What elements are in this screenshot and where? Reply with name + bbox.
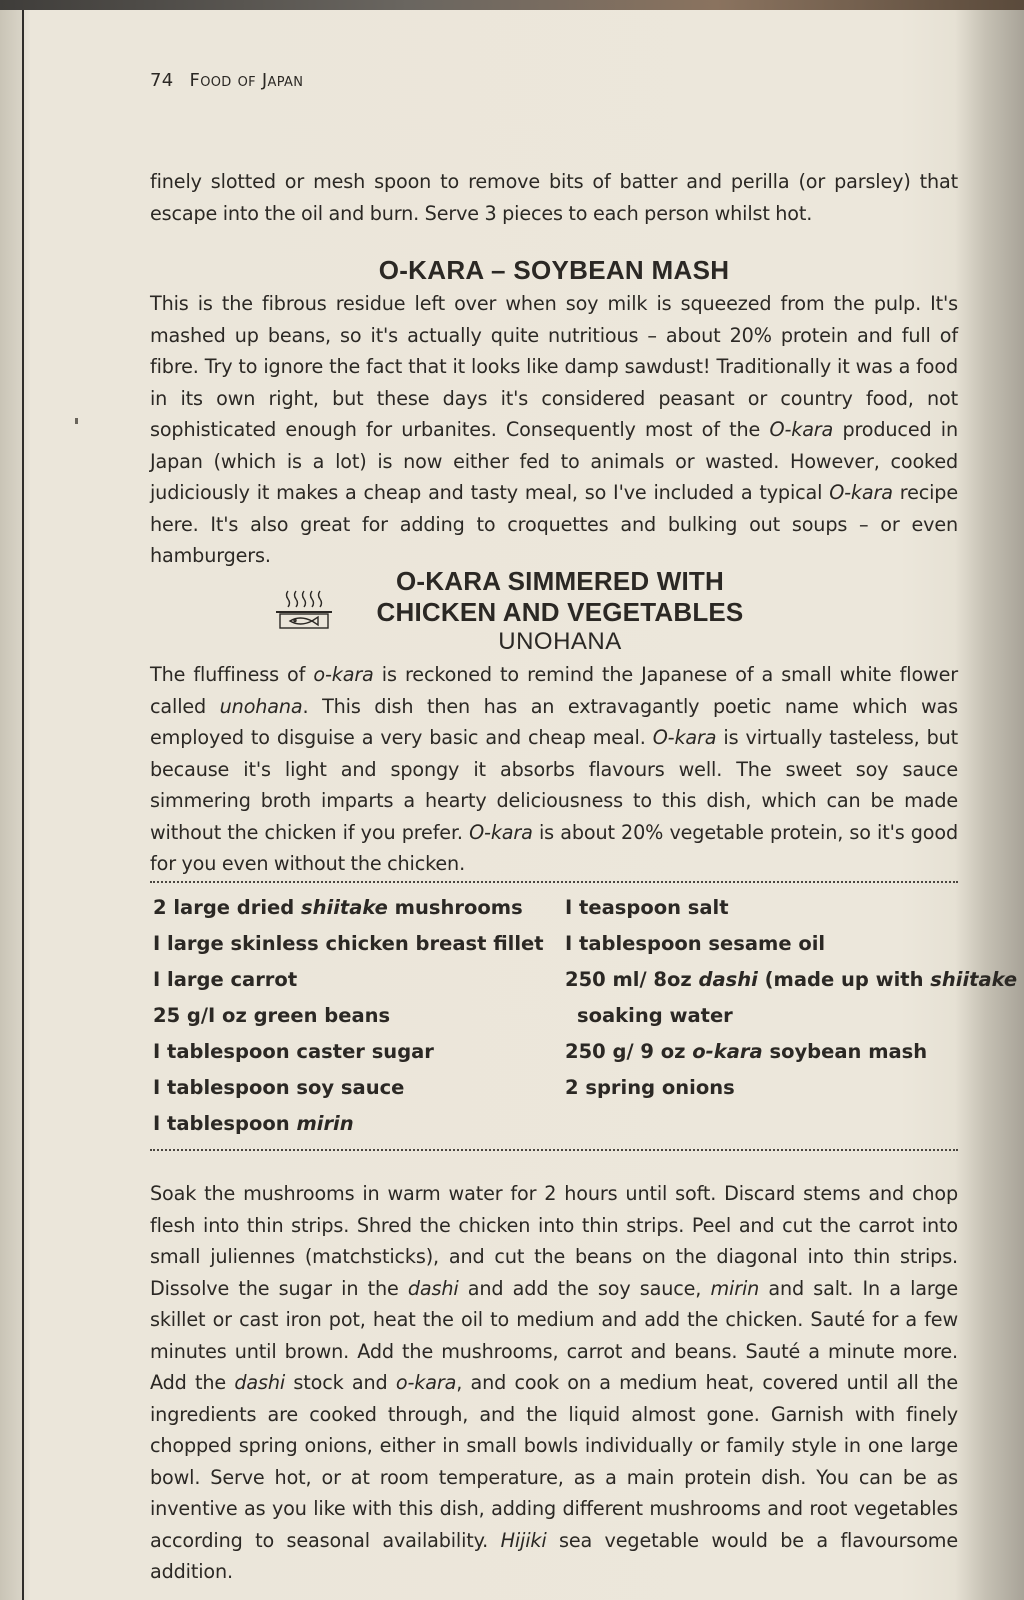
- recipe-intro: The fluffiness of o-kara is reckoned to remind the Japanese of a small white flower called unohana. This dish then has an extravagantly poetic name which was employed to disguise a very basic and cheap meal. O-kara is virtually tasteless, but because it's light and spongy it absorbs flavours well. The sweet soy sauce simmering broth imparts a hearty deliciousness to this dish, which can be made without the chicken if you prefer. O-kara is about 20% vegetable protein, so it's good for you even without the chicken.: [150, 663, 958, 875]
- ingredient-item-continued: soaking water: [577, 1004, 733, 1027]
- ingredients-top-rule: [150, 881, 958, 883]
- page-number: 74: [150, 70, 174, 91]
- book-title: Food of Japan: [189, 70, 304, 91]
- ingredients-right-column: [565, 890, 1018, 1106]
- ingredient-item: 25 g/I oz green beans: [153, 1004, 391, 1027]
- ingredients-bottom-rule: [150, 1149, 958, 1151]
- scan-left-margin: [0, 10, 22, 1600]
- running-head: [150, 70, 303, 91]
- ingredients-left-column: [153, 890, 553, 1142]
- ingredient-item: I tablespoon mirin: [153, 1112, 354, 1135]
- intro-paragraph: finely slotted or mesh spoon to remove bits of batter and perilla (or parsley) that escape into the oil and burn. Serve 3 pieces to each person whilst hot.: [150, 170, 958, 225]
- ingredient-item: 250 ml/ 8oz dashi (made up with shiitake: [565, 968, 1018, 991]
- ingredient-item: I tablespoon caster sugar: [153, 1040, 434, 1063]
- ingredient-item: I teaspoon salt: [565, 896, 729, 919]
- section-title-okara: O-KARA – SOYBEAN MASH: [378, 255, 730, 285]
- recipe-method: Soak the mushrooms in warm water for 2 hours until soft. Discard stems and chop flesh into thin strips. Shred the chicken into thin strips. Peel and cut the carrot into small juliennes (matchsticks), and cut the beans on the diagonal into thin strips. Dissolve the sugar in the dashi and add the soy sauce, mirin and salt. In a large skillet or cast iron pot, heat the oil to medium and add the chicken. Sauté for a few minutes until brown. Add the mushrooms, carrot and beans. Sauté a minute more. Add the dashi stock and o-kara, and cook on a medium heat, covered until all the ingredients are cooked through, and the liquid almost gone. Garnish with finely chopped spring onions, either in small bowls individually or family style in one large bowl. Serve hot, or at room temperature, as a main protein dish. You can be as inventive as you like with this dish, adding different mushrooms and root vegetables according to seasonal availability. Hijiki sea vegetable would be a flavoursome addition.: [150, 1182, 959, 1583]
- ingredient-item: I tablespoon soy sauce: [153, 1076, 405, 1099]
- ingredient-item: 2 spring onions: [565, 1076, 735, 1099]
- ingredient-item: 2 large dried shiitake mushrooms: [153, 896, 523, 919]
- page-edge-line: [22, 10, 24, 1600]
- scan-top-edge: [0, 0, 1024, 10]
- ingredient-item: I tablespoon sesame oil: [565, 932, 826, 955]
- margin-mark: [75, 418, 78, 424]
- recipe-title: O-KARA SIMMERED WITH CHICKEN AND VEGETABLES: [376, 566, 744, 627]
- ingredient-item: I large carrot: [153, 968, 298, 991]
- ingredient-item: I large skinless chicken breast fillet: [153, 932, 544, 955]
- ingredient-item: 250 g/ 9 oz o-kara soybean mash: [565, 1040, 928, 1063]
- okara-description: This is the fibrous residue left over when soy milk is squeezed from the pulp. It's mashed up beans, so it's actually quite nutritious – about 20% protein and full of fibre. Try to ignore the fact that it looks like damp sawdust! Traditionally it was a food in its own right, but these days it's considered peasant or country food, not sophisticated enough for urbanites. Consequently most of the O-kara produced in Japan (which is a lot) is now either fed to animals or wasted. However, cooked judiciously it makes a cheap and tasty meal, so I've included a typical O-kara recipe here. It's also great for adding to croquettes and bulking out soups – or even hamburgers.: [150, 292, 958, 567]
- recipe-subtitle: UNOHANA: [498, 628, 622, 655]
